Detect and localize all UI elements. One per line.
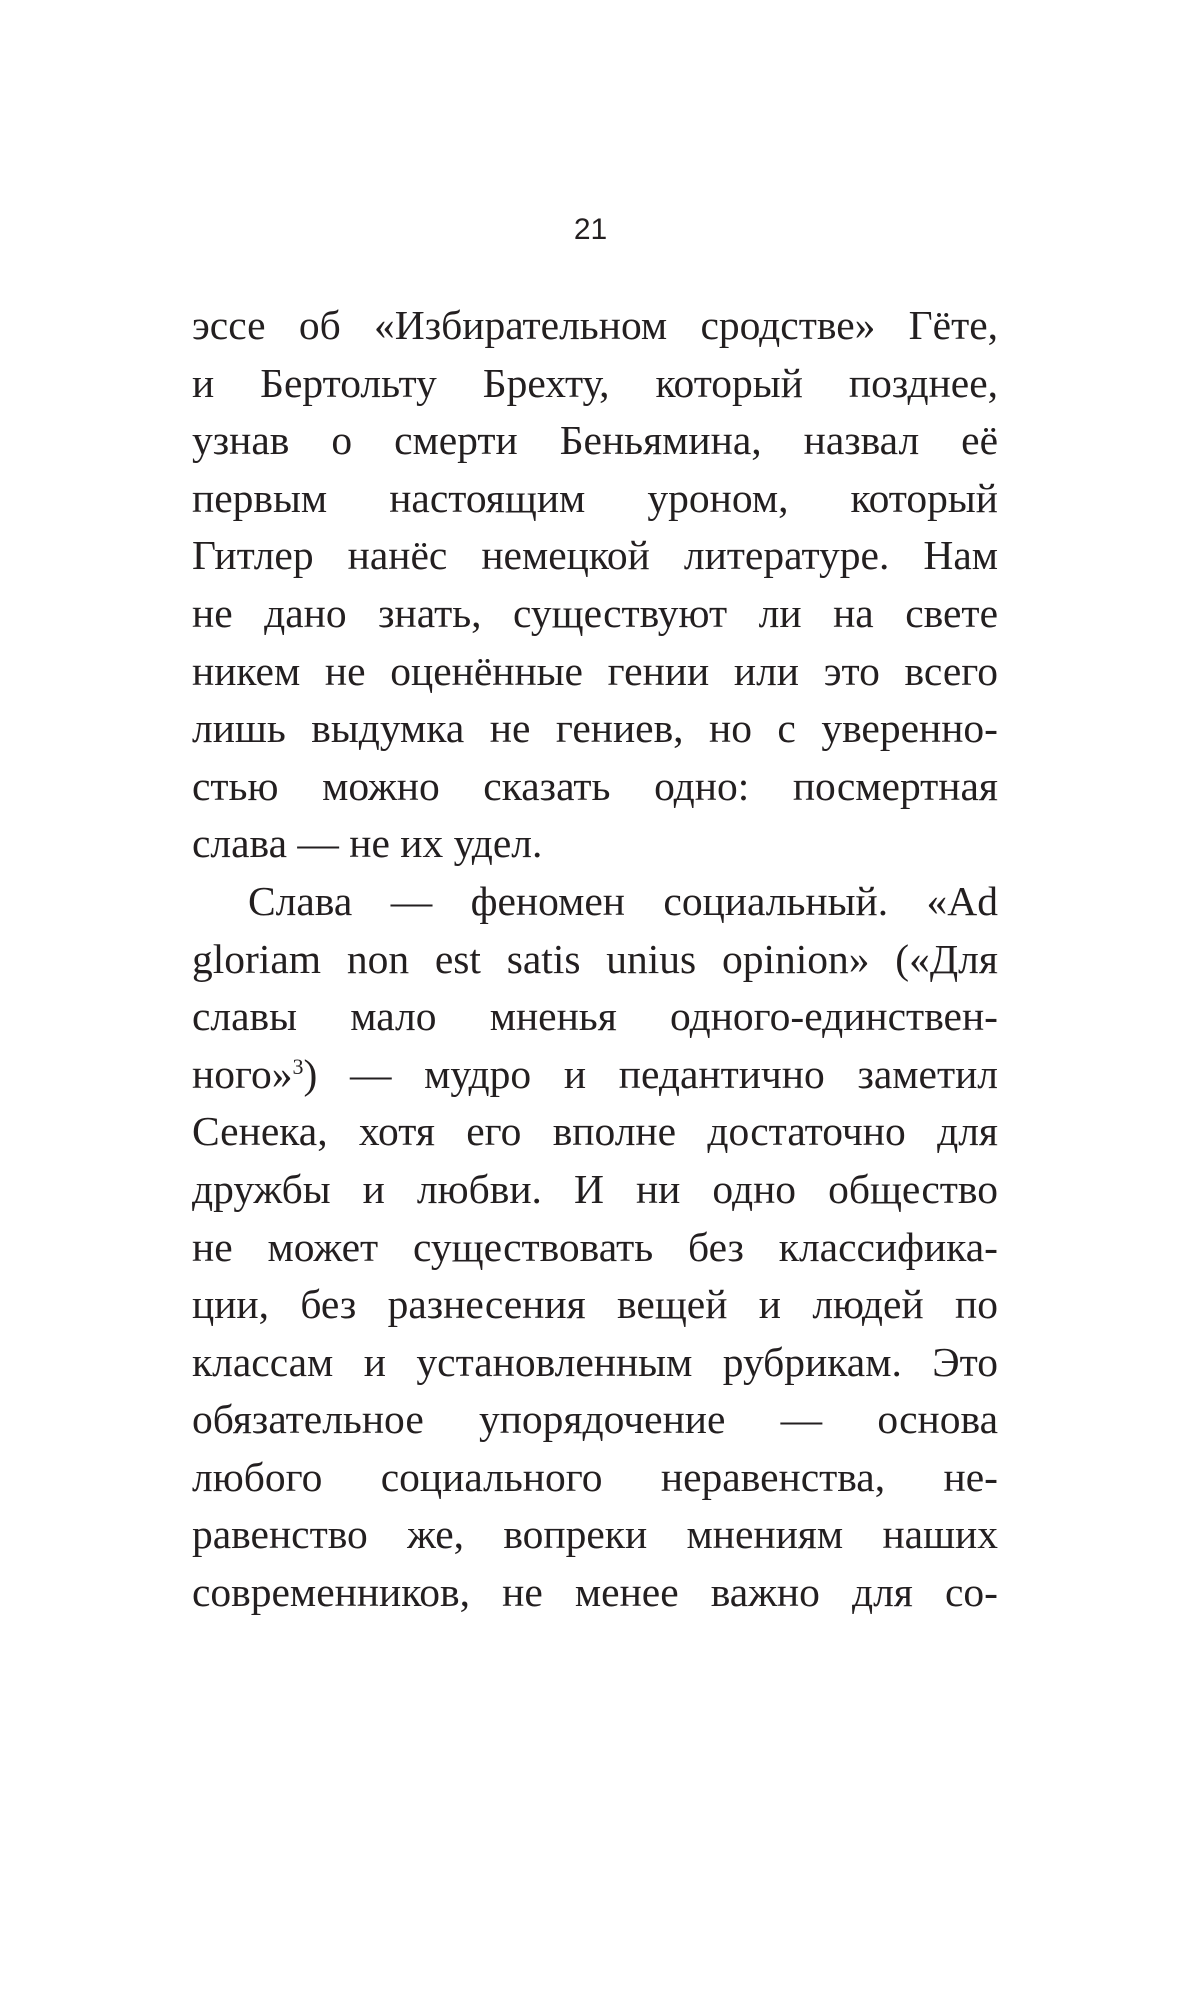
text-line: дружбы и любви. И ни одно общество	[192, 1165, 998, 1212]
text-line: Слава — феномен социальный. «Ad	[248, 877, 998, 924]
text-line: никем не оценённые гении или это всего	[192, 647, 998, 694]
text-line: любого социального неравенства, не-	[192, 1453, 998, 1500]
text-fragment: ) — мудро и педантично заметил	[303, 1050, 998, 1097]
text-line: современников, не менее важно для со-	[192, 1569, 998, 1616]
text-line: и Бертольту Брехту, который позднее,	[192, 359, 998, 406]
text-line: стью можно сказать одно: посмертная	[192, 762, 998, 809]
footnote-reference[interactable]: 3	[292, 1053, 304, 1079]
text-line: ции, без разнесения вещей и людей по	[192, 1281, 998, 1328]
text-line: узнав о смерти Беньямина, назвал её	[192, 417, 998, 464]
text-line: слава — не их удел.	[192, 820, 543, 867]
text-line: gloriam non est satis unius opinion» («Для	[192, 935, 998, 982]
text-line: первым настоящим уроном, который	[192, 474, 998, 521]
body-text	[192, 297, 998, 1622]
text-line: классам и установленным рубрикам. Это	[192, 1338, 998, 1385]
text-line: славы мало мненья одного-единствен-	[192, 993, 998, 1040]
text-line: Сенека, хотя его вполне достаточно для	[192, 1108, 998, 1155]
text-line: лишь выдумка не гениев, но с уверенно-	[192, 705, 998, 752]
text-line	[192, 1046, 998, 1104]
text-line: обязательное упорядочение — основа	[192, 1396, 998, 1443]
paragraph-1	[192, 297, 998, 873]
text-line: не может существовать без классифика-	[192, 1223, 998, 1270]
text-line: эссе об «Избирательном сродстве» Гёте,	[192, 302, 998, 348]
page-number: 21	[573, 213, 608, 246]
paragraph-2	[192, 873, 998, 1622]
text-line: Гитлер нанёс немецкой литературе. Нам	[192, 532, 998, 579]
text-line: равенство же, вопреки мнениям наших	[192, 1511, 998, 1558]
text-fragment: ного»	[192, 1050, 293, 1097]
text-line: не дано знать, существуют ли на свете	[192, 589, 998, 636]
